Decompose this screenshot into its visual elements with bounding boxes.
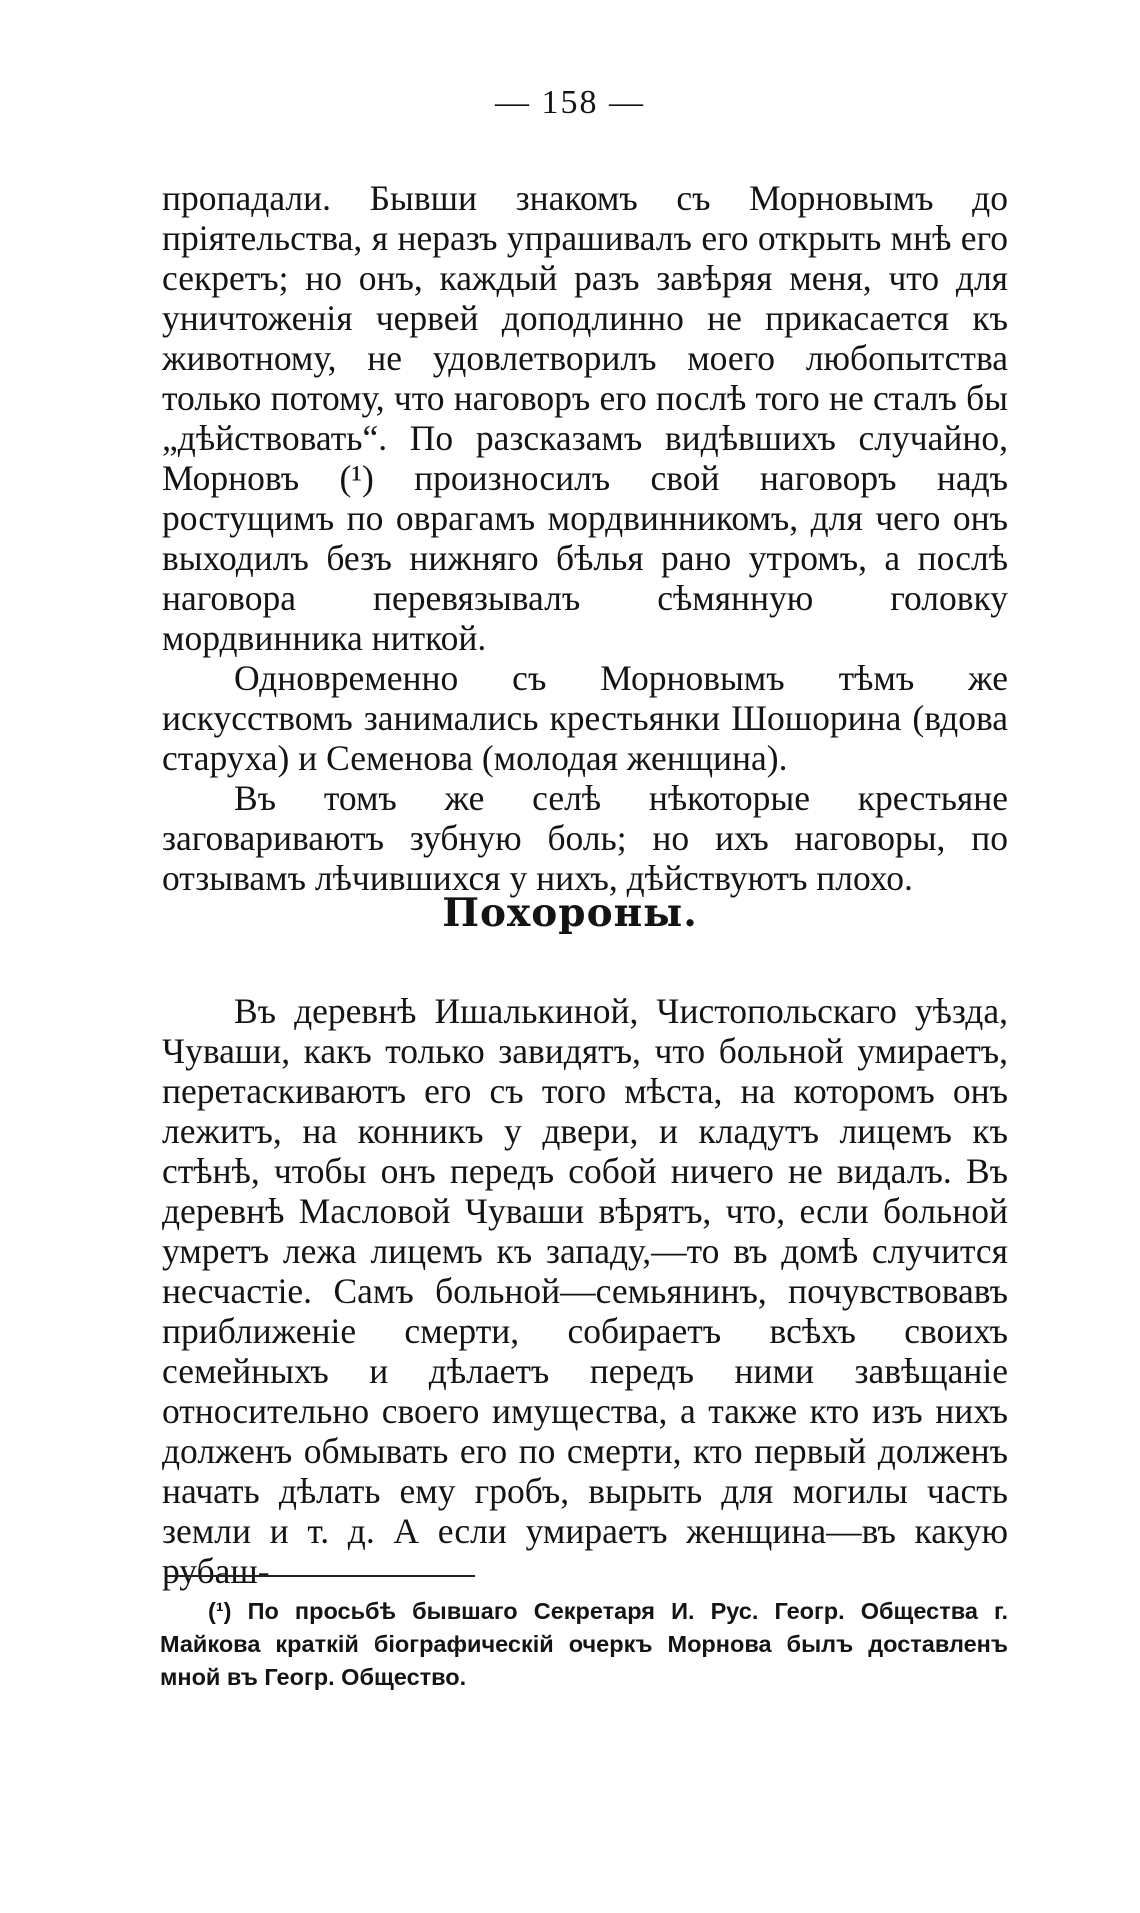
text-block-top [162, 178, 1008, 898]
page-number: — 158 — [495, 84, 645, 121]
paragraph-shoshorina: Одновременно съ Морновымъ тѣмъ же искусствомъ занимались крестьянки Шошорина (вдова старуха) и Семенова (молодая женщина). [162, 658, 1008, 778]
section-heading: Похороны. [442, 890, 698, 936]
footnote-divider [165, 1575, 475, 1577]
paragraph-continuation: пропадали. Бывши знакомъ съ Морновымъ до прiятельства, я неразъ упрашивалъ его открыть мнѣ его секретъ; но онъ, каждый разъ завѣряя меня, что для уничтоженiя червей доподлинно не прикасается къ животному, не удовлетворилъ моего любопытства только потому, что наговоръ его послѣ того не сталъ бы „дѣйствовать“. По разсказамъ видѣвшихъ случайно, Морновъ (¹) произносилъ свой наговоръ надъ ростущимъ по оврагамъ мордвинникомъ, для чего онъ выходилъ безъ нижняго бѣлья рано утромъ, а послѣ наговора перевязывалъ сѣмянную головку мордвинника ниткой. [162, 178, 1008, 658]
footnote: (¹) По просьбѣ бывшаго Секретаря И. Рус. Геогр. Общества г. Майкова краткiй бiографическiй очеркъ Морнова былъ доставленъ мной въ Геогр. Общество. [160, 1598, 1008, 1690]
text-block-funerals [162, 991, 1008, 1591]
paragraph-funerals: Въ деревнѣ Ишалькиной, Чистопольскаго уѣзда, Чуваши, какъ только завидятъ, что больной умираетъ, перетаскиваютъ его съ того мѣста, на которомъ онъ лежитъ, на конникъ у двери, и кладутъ лицемъ къ стѣнѣ, чтобы онъ передъ собой ничего не видалъ. Въ деревнѣ Масловой Чуваши вѣрятъ, что, если больной умретъ лежа лицемъ къ западу,—то въ домѣ случится несчастiе. Самъ больной—семьянинъ, почувствовавъ приближенiе смерти, собираетъ всѣхъ своихъ семейныхъ и дѣлаетъ передъ ними завѣщанiе относительно своего имущества, а также кто изъ нихъ долженъ обмывать его по смерти, кто первый долженъ начать дѣлать ему гробъ, вырыть для могилы часть земли и т. д. А если умираетъ женщина—въ какую рубаш- [162, 991, 1008, 1591]
paragraph-toothache: Въ томъ же селѣ нѣкоторые крестьяне заговариваютъ зубную боль; но ихъ наговоры, по отзывамъ лѣчившихся у нихъ, дѣйствуютъ плохо. [162, 778, 1008, 898]
